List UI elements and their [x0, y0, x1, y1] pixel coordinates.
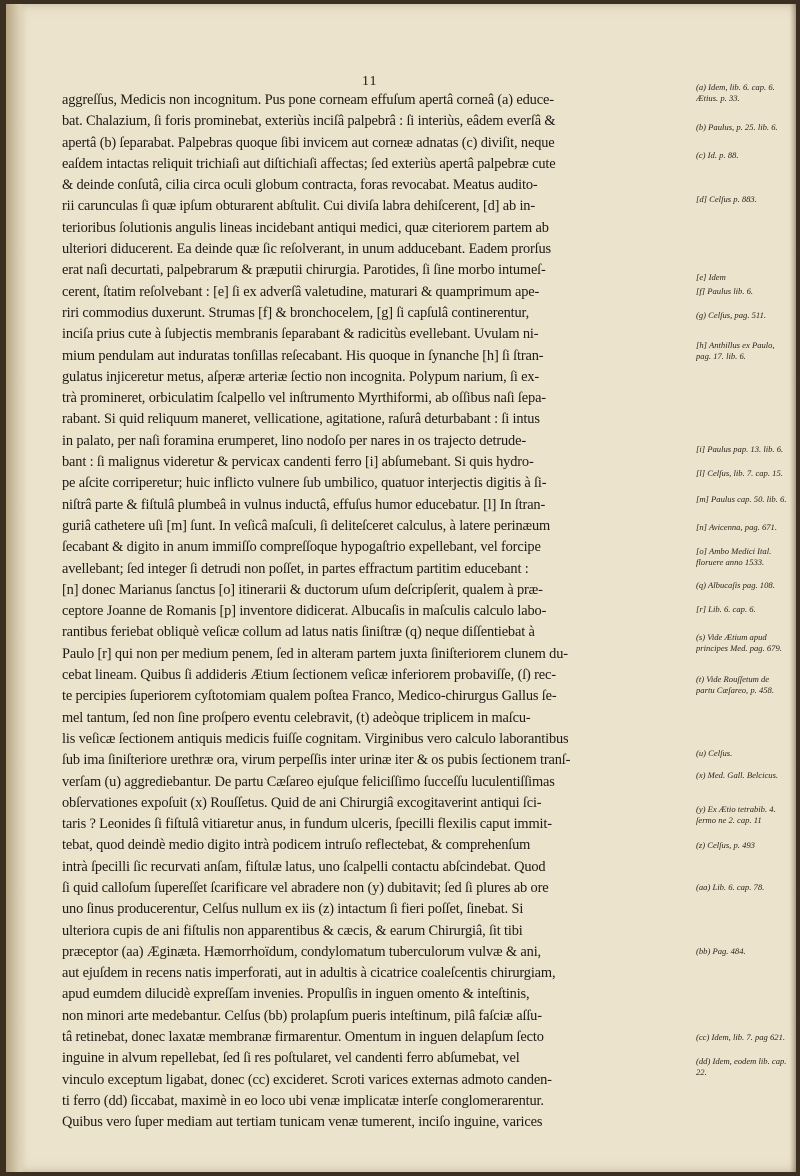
text-line: aut ejuſdem in recens natis imperforati, aut in adultis à cicatrice coaleſcentis chirurgiam, — [62, 965, 556, 982]
text-line: præceptor (aa) Æginæta. Hæmorrhoïdum, condylomatum tuberculorum vulvæ & ani, — [62, 943, 541, 960]
margin-note: [l] Celſus, lib. 7. cap. 15. — [696, 468, 783, 478]
text-line: ti ferro (dd) ſiccabat, maximè in eo loco ubi venæ implicatæ interſe conglomerarentur. — [62, 1092, 544, 1109]
margin-note: [f] Paulus lib. 6. — [696, 286, 754, 296]
margin-note: (q) Albucaſis pag. 108. — [696, 580, 775, 590]
text-line: [n] donec Marianus ſanctus [o] itinerarii & ductorum uſum deſcripſerit, qualem à præ- — [62, 581, 543, 598]
text-line: intrà ſpecilli ſic recurvati anſam, fiſtulæ latus, uno ſcalpelli contactu abſcindebat. Quod — [62, 858, 546, 875]
text-line: trà promineret, orbiculatim ſcalpello vel inſtrumento Myrthiformi, ab oſſibus naſi ſepa- — [62, 390, 546, 407]
margin-note: [r] Lib. 6. cap. 6. — [696, 604, 756, 614]
margin-note: (dd) Idem, eodem lib. cap. 22. — [696, 1056, 787, 1077]
margin-note: (u) Celſus. — [696, 748, 733, 758]
margin-note: [o] Ambo Medici Ital. floruere anno 1533. — [696, 546, 772, 567]
text-line: tebat, quod deindè medio digito intrà podicem intruſo reflectebat, & comprehenſum — [62, 837, 531, 854]
margin-notes — [696, 4, 796, 1172]
text-line: eaſdem intactas reliquit trichiaſi aut diſtichiaſi affectas; ſed exteriùs apertâ palpebræ cute — [62, 155, 556, 172]
text-line: niſtrâ parte & fiſtulâ plumbeâ in vulnus inductâ, effuſus humor educebatur. [l] In ſtran- — [62, 496, 546, 513]
margin-note: (s) Vide Ætium apud principes Med. pag. 679. — [696, 632, 782, 653]
margin-note: (cc) Idem, lib. 7. pag 621. — [696, 1032, 786, 1042]
text-line: inciſa prius cute à ſubjectis membranis ſeparabant & radicitùs evellebant. Uvulam ni- — [62, 326, 539, 343]
main-text — [62, 90, 694, 1134]
text-line: tâ retinebat, donec laxatæ membranæ firmarentur. Omentum in inguen delapſum ſecto — [62, 1029, 544, 1046]
page-gutter — [6, 4, 26, 1172]
margin-note: [i] Paulus pap. 13. lib. 6. — [696, 444, 784, 454]
text-line: mel tantum, ſed non ſine proſpero eventu celebravit, (t) adeòque triplicem in maſcu- — [62, 709, 531, 726]
page-number: 11 — [362, 74, 378, 89]
margin-note: [d] Celſus p. 883. — [696, 194, 757, 204]
text-line: vinculo exceptum ligabat, donec (cc) excideret. Scroti varices externas admoto canden- — [62, 1071, 552, 1088]
text-line: erat naſi decurtati, palpebrarum & præputii chirurgia. Parotides, ſi ſine morbo intumeſ- — [62, 262, 546, 279]
margin-note: [h] Anthillus ex Paulo, pag. 17. lib. 6. — [696, 340, 775, 361]
text-line: verſam (u) aggrediebantur. De partu Cæſareo ejuſque feliciſſimo ſucceſſu luculentiſſimas — [62, 773, 555, 790]
text-line: pe aſcite corriperetur; huic inflicto vulnere ſub umbilico, quatuor interjectis digitis à ſi- — [62, 475, 547, 492]
text-line: guriâ cathetere uſi [m] ſunt. In veſicâ maſculi, ſi deliteſceret calculus, à latere perinæum — [62, 517, 551, 534]
book-page — [6, 4, 796, 1172]
text-line: rantibus feriebat obliquè veſicæ collum ad latus natis ſiniſtræ (q) neque diſſentiebat à — [62, 624, 535, 641]
text-line: terioribus ſolutionis angulis lineas incidebant antiqui medici, quæ citeriorem partem ab — [62, 219, 549, 236]
margin-note: (aa) Lib. 6. cap. 78. — [696, 882, 765, 892]
text-line: non minori arte medebantur. Celſus (bb) prolapſum pueris inteſtinum, pilâ faſciæ aſſu- — [62, 1007, 542, 1024]
text-line: rii carunculas ſi quæ ipſum obturarent abſtulit. Cui diviſa labra dehiſcerent, [d] ab in- — [62, 198, 535, 215]
margin-note: (g) Celſus, pag. 511. — [696, 310, 767, 320]
margin-note: (x) Med. Gall. Belcicus. — [696, 770, 779, 780]
text-line: mium pendulam aut induratas tonſillas reſecabant. His quoque in ſynanche [h] ſi ſtran- — [62, 347, 544, 364]
margin-note: (b) Paulus, p. 25. lib. 6. — [696, 122, 778, 132]
text-line: & deinde conſutâ, cilia circa oculi globum contracta, foras revocabat. Meatus audito- — [62, 177, 538, 194]
text-line: ſecabant & digito in anum immiſſo compreſſoque hypogaſtrio expellebant, vel forcipe — [62, 539, 541, 556]
text-line: Quibus vero ſuper mediam aut tertiam tunicam venæ tumerent, inciſo inguine, varices — [62, 1114, 543, 1131]
text-line: te percipies ſuperiorem cyſtotomiam qualem poſtea Franco, Medico-chirurgus Gallus ſe- — [62, 688, 557, 705]
text-line: apertâ (b) ſeparabat. Palpebras quoque ſibi invicem aut corneæ adnatas (c) diviſit, neque — [62, 134, 555, 151]
text-line: inguine in alvum repellebat, ſed ſi res poſtularet, vel candenti ferro abſumebat, vel — [62, 1050, 520, 1067]
text-line: ceptore Joanne de Romanis [p] inventore didicerat. Albucaſis in maſculis calculo labo- — [62, 603, 547, 620]
text-line: ulteriori diducerent. Ea deinde quæ ſic reſolverant, in unum adducebant. Eadem prorſus — [62, 241, 552, 258]
text-line: bant : ſi malignus videretur & pervicax candenti ferro [i] abſumebant. Si quis hydro- — [62, 454, 534, 471]
margin-note: [e] Idem — [696, 272, 726, 282]
text-line: ſi quid calloſum ſupereſſet ſcarificare vel abradere non (y) dubitavit; ſed ſi plures ab ore — [62, 879, 549, 896]
text-line: rabant. Si quid reliquum maneret, vellicatione, agitatione, raſurâ deturbabant : ſi intus — [62, 411, 540, 428]
text-line: uno ſinus producerentur, Celſus nullum ex iis (z) intactum ſi fieri poſſet, ſinebat. Si — [62, 901, 524, 918]
margin-note: (z) Celſus, p. 493 — [696, 840, 755, 850]
text-line: riri commodius duxerunt. Strumas [f] & bronchocelem, [g] ſi capſulâ continerentur, — [62, 304, 530, 321]
text-line: gulatus injiceretur metus, aſperæ arteriæ ſectio non incognita. Polypum narium, ſi ex- — [62, 368, 540, 385]
text-line: in palato, per naſi foramina erumperet, lino nodoſo per nares in os trajecto detrude- — [62, 432, 526, 449]
margin-note: [m] Paulus cap. 50. lib. 6. — [696, 494, 787, 504]
text-line: apud eumdem dilucidè expreſſam invenies. Propulſis in inguen omento & inteſtinis, — [62, 986, 530, 1003]
text-line: Paulo [r] qui non per medium penem, ſed in alteram partem juxta ſiniſteriorem clunem du- — [62, 645, 568, 662]
margin-note: (t) Vide Rouſſetum de partu Cæſareo, p. 458. — [696, 674, 774, 695]
margin-note: (c) Id. p. 88. — [696, 150, 739, 160]
text-line: lis veſicæ ſectionem antiquis medicis fuiſſe cognitam. Virginibus vero calculo laborantibus — [62, 730, 569, 747]
text-line: obſervationes expoſuit (x) Rouſſetus. Quid de ani Chirurgiâ excogitaverint antiqui ſci- — [62, 794, 542, 811]
margin-note: (a) Idem, lib. 6. cap. 6. Ætius. p. 33. — [696, 82, 775, 103]
margin-note: [n] Avicenna, pag. 671. — [696, 522, 777, 532]
text-line: avellebant; ſed integer ſi detrudi non poſſet, in partes effractum partitim educebant : — [62, 560, 529, 577]
text-line: bat. Chalazium, ſi foris prominebat, exteriùs inciſâ palpebrâ : ſi interiùs, eâdem everſâ & — [62, 113, 556, 130]
text-line: cerent, ſtatim reſolvebant : [e] ſi ex adverſâ valetudine, maturari & quamprimum ape- — [62, 283, 540, 300]
text-line: cebat lineam. Quibus ſi addideris Ætium ſectionem veſicæ inferiorem probaviſſe, (ſ) rec- — [62, 667, 556, 684]
text-line: aggreſſus, Medicis non incognitum. Pus pone corneam effuſum apertâ corneâ (a) educe- — [62, 92, 554, 108]
text-line: ulteriora cupis de ani fiſtulis non apparentibus & cæcis, & earum Chirurgiâ, ſit tibi — [62, 922, 523, 939]
text-line: taris ? Leonides ſi fiſtulâ vitiaretur anus, in fundum ulceris, ſpecilli flexilis caput immit- — [62, 816, 552, 833]
text-line: ſub ima ſiniſteriore urethræ ora, virum perpeſſis inter urinæ iter & os pubis ſectionem tranſ- — [62, 752, 571, 769]
margin-note: (bb) Pag. 484. — [696, 946, 746, 956]
margin-note: (y) Ex Ætio tetrabib. 4. ſermo ne 2. cap. 11 — [696, 804, 776, 825]
